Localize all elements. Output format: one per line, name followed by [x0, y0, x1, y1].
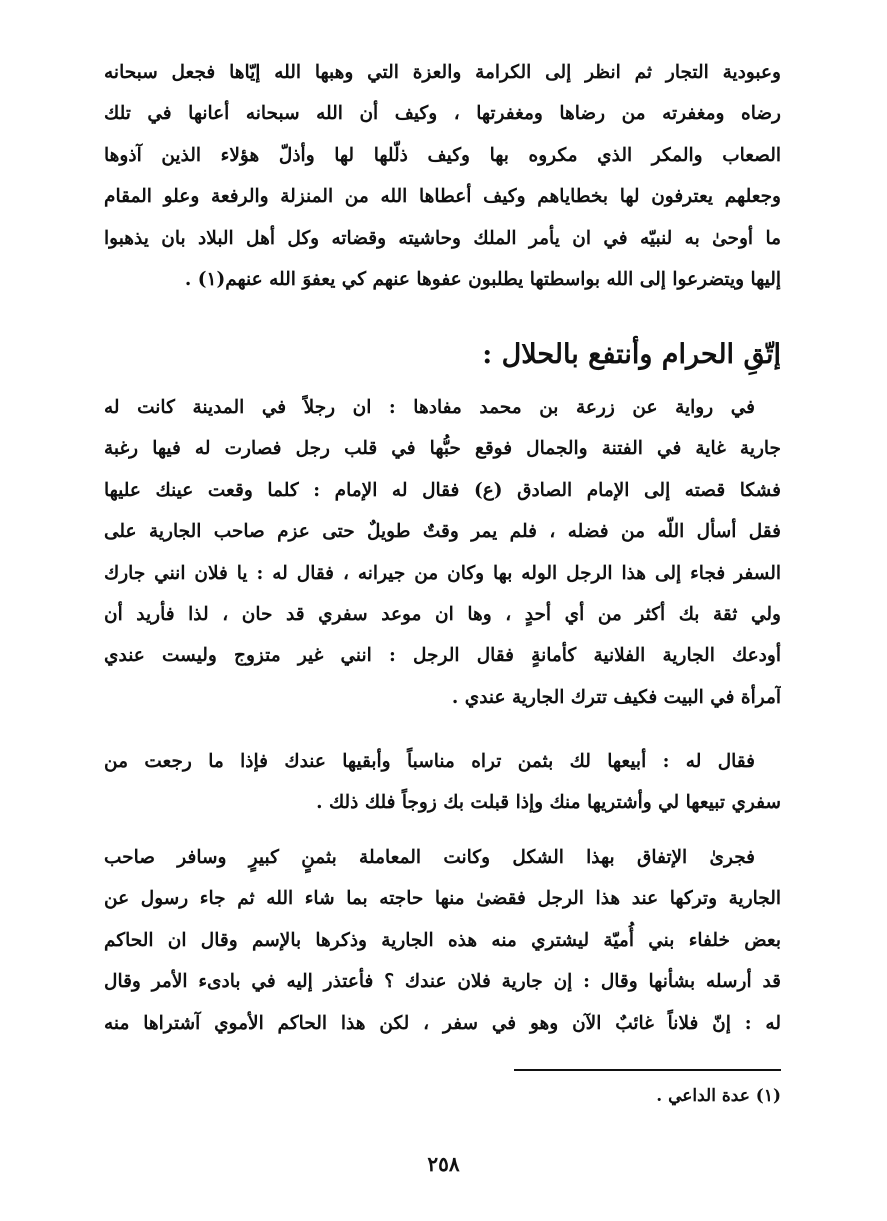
text-line: قد أرسله بشأنها وقال : إن جارية فلان عندك ؟ فأعتذر إليه في بادىء الأمر وقال: [104, 971, 781, 993]
text-line: الصعاب والمكر الذي مكروه بها وكيف ذلّلها لها وأذلّ هؤلاء الذين آذوها: [104, 144, 781, 166]
text-line: بعض خلفاء بني أُميّة ليشتري منه هذه الجارية وذكرها بالإسم وقال ان الحاكم: [104, 929, 781, 951]
text-line: فقال له : أبيعها لك بثمن تراه مناسباً وأبقيها عندك فإذا ما رجعت من: [104, 751, 755, 772]
text-line: السفر فجاء إلى هذا الرجل الوله بها وكان من جيرانه ، فقال له : يا فلان انني جارك: [104, 562, 781, 584]
text-line: آمرأة في البيت فكيف تترك الجارية عندي .: [451, 686, 781, 708]
text-line: رضاه ومغفرته من رضاها ومغفرتها ، وكيف أن الله سبحانه أعانها في تلك: [104, 103, 781, 125]
page-number: ٢٥٨: [427, 1152, 460, 1176]
text-line: فجرىٰ الإتفاق بهذا الشكل وكانت المعاملة بثمنٍ كبيرٍ وسافر صاحب: [104, 847, 755, 868]
text-line: سفري تبيعها لي وأشتريها منك وإذا قبلت بك زوجاً فلك ذلك .: [316, 792, 781, 814]
paragraph-4: [104, 837, 781, 1044]
text-line: ما أوحىٰ به لنبيّه في ان يأمر الملك وحاشيته وقضاته وكل أهل البلاد بان يذهبوا: [104, 227, 781, 249]
text-line: إليها ويتضرعوا إلى الله بواسطتها يطلبون عفوها عنهم كي يعفوَ الله عنهم(١) .: [184, 268, 781, 290]
text-line: وجعلهم يعترفون لها بخطاياهم وكيف أعطاها الله من المنزلة والرفعة وعلو المقام: [104, 186, 781, 208]
text-line: الجارية وتركها عند هذا الرجل فقضىٰ منها حاجته بما شاء الله ثم جاء رسول عن: [104, 888, 781, 910]
paragraph-1: [104, 52, 781, 300]
text-line: فقل أسأل اللّه من فضله ، فلم يمر وقتٌ طويلٌ حتى عزم صاحب الجارية على: [104, 521, 781, 543]
section-heading: إتّقِ الحرام وأنتفع بالحلال :: [482, 339, 781, 370]
text-line: أودعك الجارية الفلانية كأمانةٍ فقال الرجل : انني غير متزوج وليست عندي: [104, 645, 781, 667]
paragraph-2: [104, 387, 781, 718]
text-line: وعبودية التجار ثم انظر إلى الكرامة والعزة التي وهبها الله إيّاها فجعل سبحانه: [104, 62, 781, 83]
text-line: جارية غاية في الفتنة والجمال فوقع حبُّها في قلب رجل فصارت له فيها رغبة: [104, 438, 781, 460]
footnote-divider: [514, 1069, 781, 1071]
footnote: (١) عدة الداعي .: [656, 1086, 781, 1106]
text-line: في رواية عن زرعة بن محمد مفادها : ان رجلاً في المدينة كانت له: [104, 397, 755, 418]
text-line: ولي ثقة بك أكثر من أي أحدٍ ، وها ان موعد سفري قد حان ، لذا فأريد أن: [104, 603, 781, 625]
text-line: له : إنّ فلاناً غائبٌ الآن وهو في سفر ، لكن هذا الحاكم الأموي آشتراها منه: [104, 1012, 781, 1034]
text-line: فشكا قصته إلى الإمام الصادق (ع) فقال له الإمام : كلما وقعت عينك عليها: [104, 479, 781, 501]
paragraph-3: [104, 741, 781, 824]
